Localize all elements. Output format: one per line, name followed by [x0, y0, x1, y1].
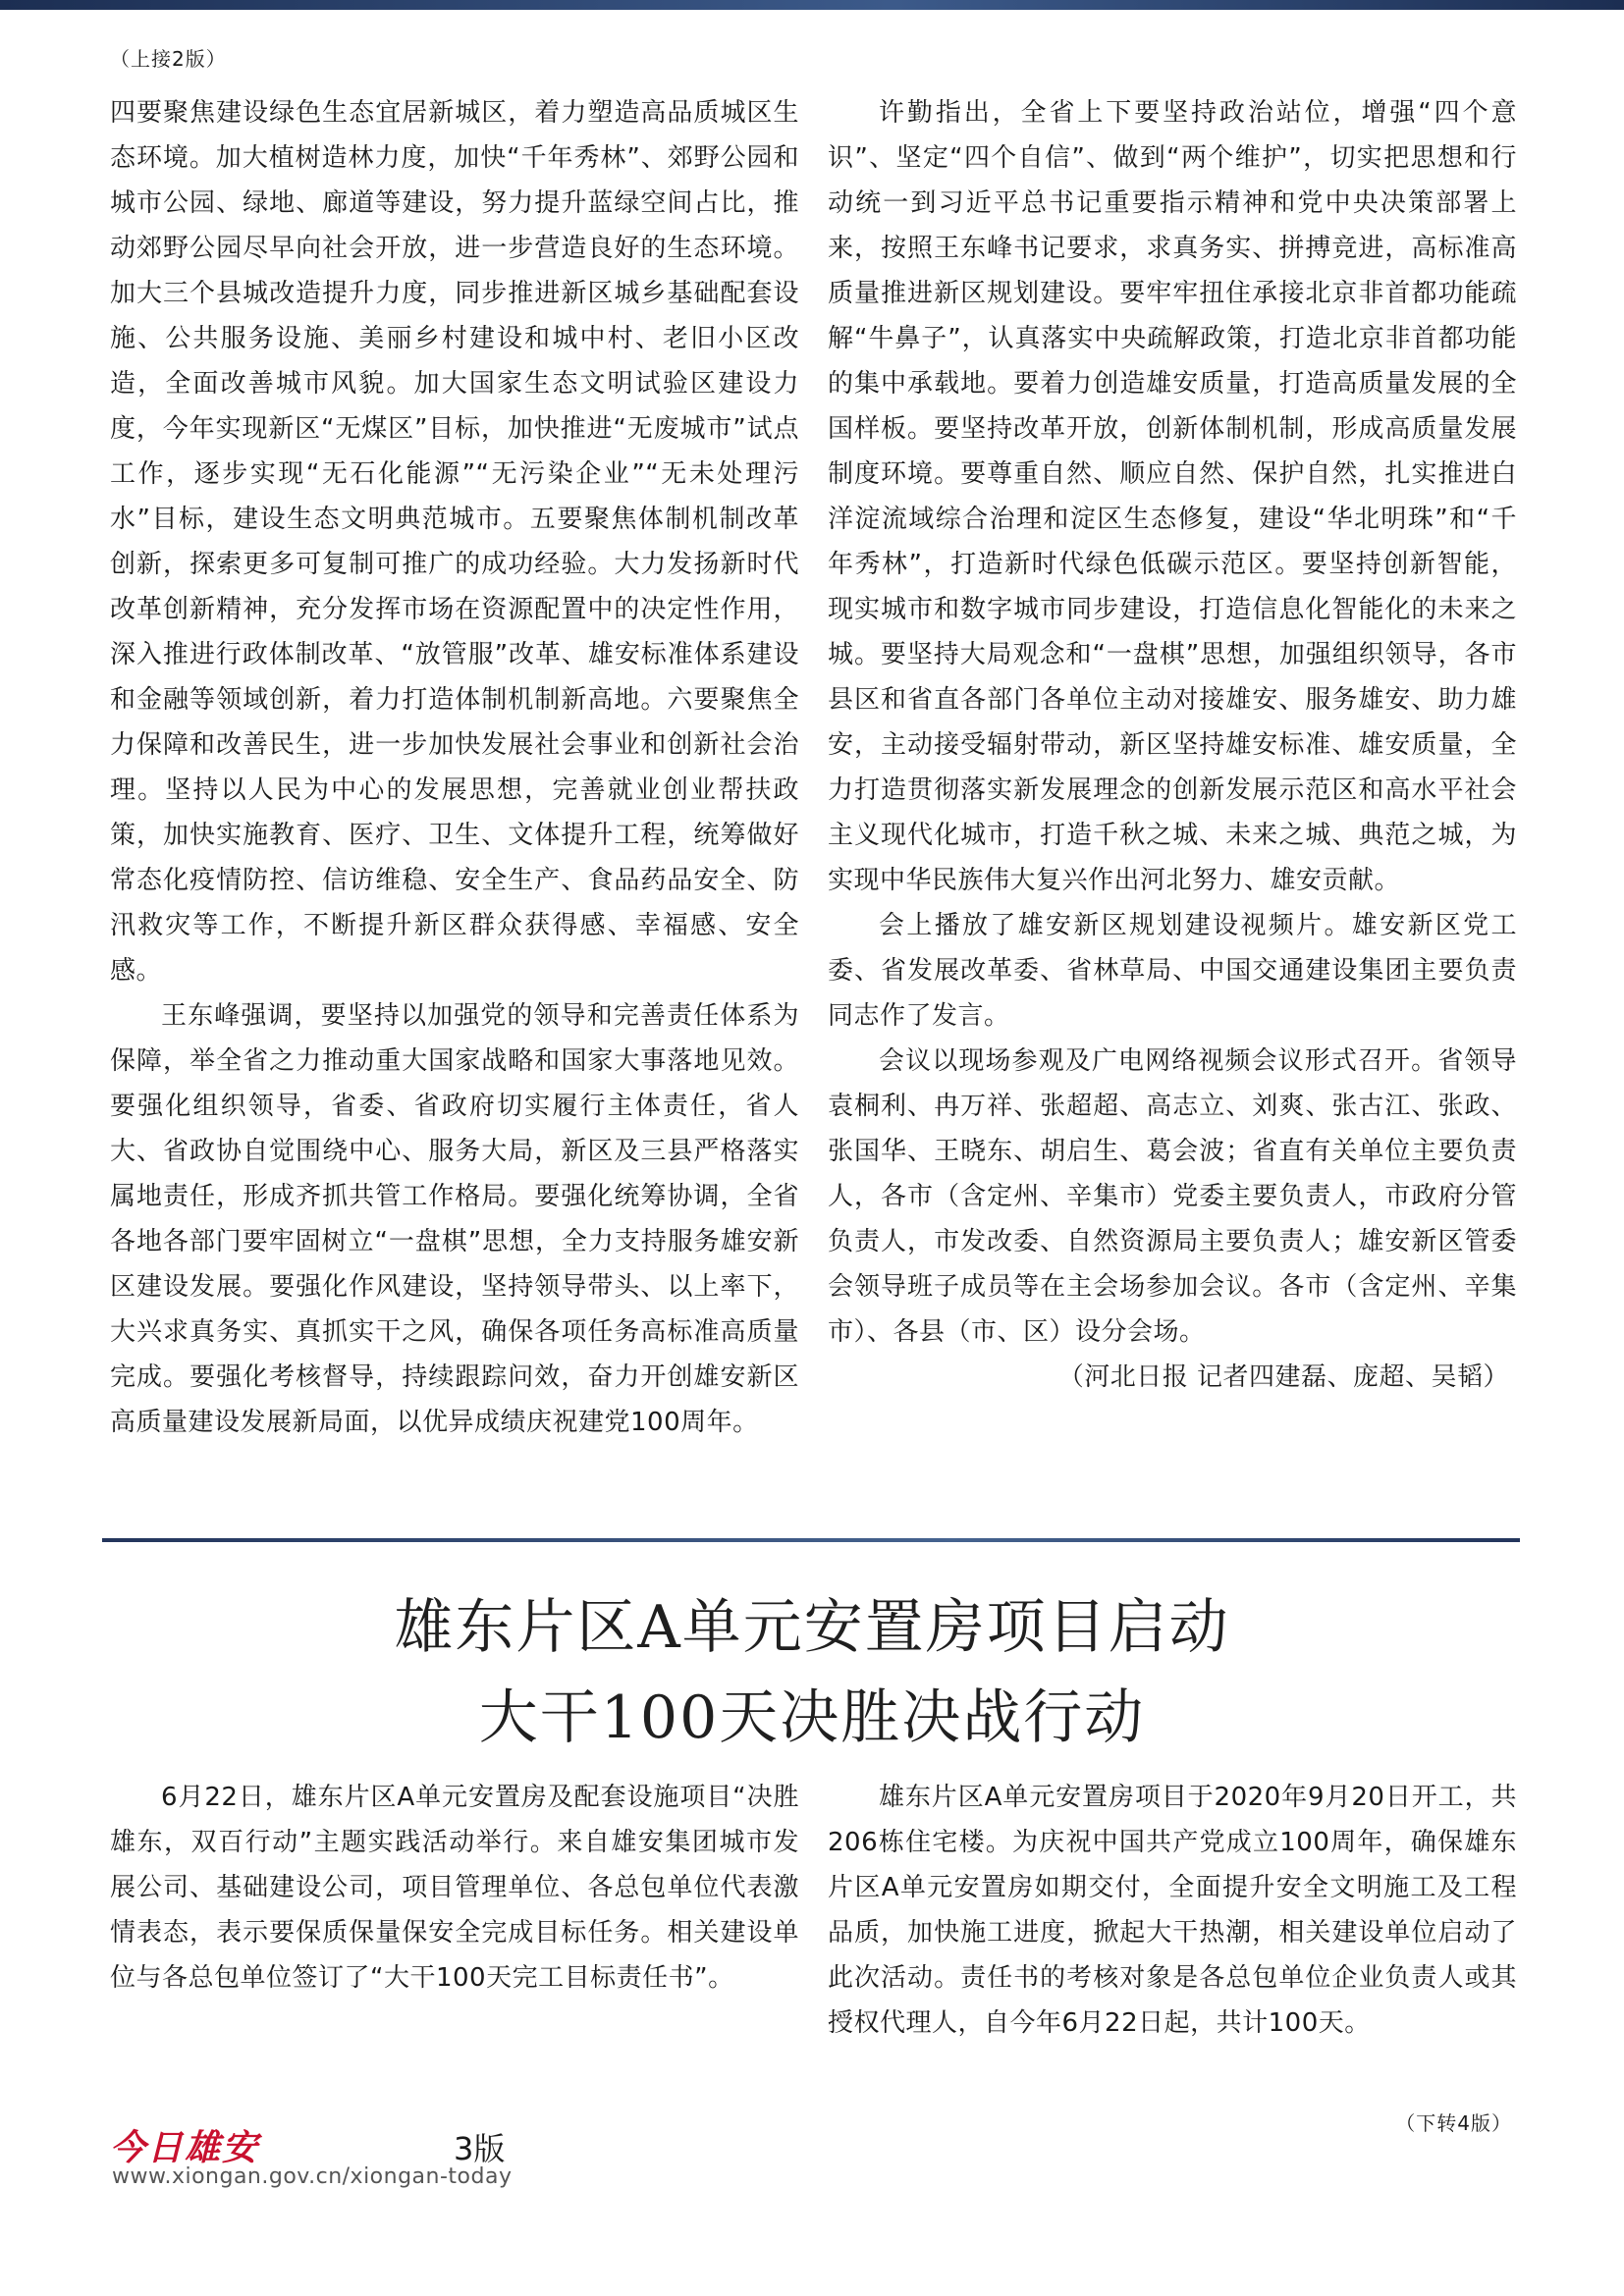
article2-headline-line-1: 雄东片区A单元安置房项目启动	[394, 1593, 1230, 1662]
top-header-bar	[0, 0, 1624, 10]
article1-right-para-1: 许勤指出，全省上下要坚持政治站位，增强“四个意识”、坚定“四个自信”、做到“两个维护”，切实把思想和行动统一到习近平总书记重要指示精神和党中央决策部署上来，按照王东峰书记要求，求真务实、拼搏竞进，高标准高质量推进新区规划建设。要牢牢扭住承接北京非首都功能疏解“牛鼻子”，认真落实中央疏解政策，打造北京非首都功能的集中承载地。要着力创造雄安质量，打造高质量发展的全国样板。要坚持改革开放，创新体制机制，形成高质量发展制度环境。要尊重自然、顺应自然、保护自然，扎实推进白洋淀流域综合治理和淀区生态修复，建设“华北明珠”和“千年秀林”，打造新时代绿色低碳示范区。要坚持创新智能，现实城市和数字城市同步建设，打造信息化智能化的未来之城。要坚持大局观念和“一盘棋”思想，加强组织领导，各市县区和省直各部门各单位主动对接雄安、服务雄安、助力雄安，主动接受辐射带动，新区坚持雄安标准、雄安质量，全力打造贯彻落实新发展理念的创新发展示范区和高水平社会主义现代化城市，打造千秋之城、未来之城、典范之城，为实现中华民族伟大复兴作出河北努力、雄安贡献。	[828, 98, 1517, 895]
article2-headline-line-2: 大干100天决胜决战行动	[478, 1683, 1146, 1752]
article2-right-column	[828, 1775, 1517, 2046]
section-divider	[102, 1538, 1520, 1542]
article1-right-para-3: 会议以现场参观及广电网络视频会议形式召开。省领导袁桐利、冉万祥、张超超、高志立、刘爽、张古江、张政、张国华、王晓东、胡启生、葛会波；省直有关单位主要负责人，各市（含定州、辛集市）党委主要负责人，市政府分管负责人，市发改委、自然资源局主要负责人；雄安新区管委会领导班子成员等在主会场参加会议。各市（含定州、辛集市）、各县（市、区）设分会场。	[828, 1046, 1517, 1347]
article1-left-column	[110, 90, 799, 1445]
article1-left-para-1: 四要聚焦建设绿色生态宜居新城区，着力塑造高品质城区生态环境。加大植树造林力度，加快“千年秀林”、郊野公园和城市公园、绿地、廊道等建设，努力提升蓝绿空间占比，推动郊野公园尽早向社会开放，进一步营造良好的生态环境。加大三个县城改造提升力度，同步推进新区城乡基础配套设施、公共服务设施、美丽乡村建设和城中村、老旧小区改造，全面改善城市风貌。加大国家生态文明试验区建设力度，今年实现新区“无煤区”目标，加快推进“无废城市”试点工作，逐步实现“无石化能源”“无污染企业”“无未处理污水”目标，建设生态文明典范城市。五要聚焦体制机制改革创新，探索更多可复制可推广的成功经验。大力发扬新时代改革创新精神，充分发挥市场在资源配置中的决定性作用，深入推进行政体制改革、“放管服”改革、雄安标准体系建设和金融等领域创新，着力打造体制机制新高地。六要聚焦全力保障和改善民生，进一步加快发展社会事业和创新社会治理。坚持以人民为中心的发展思想，完善就业创业帮扶政策，加快实施教育、医疗、卫生、文体提升工程，统筹做好常态化疫情防控、信访维稳、安全生产、食品药品安全、防汛救灾等工作，不断提升新区群众获得感、幸福感、安全感。	[110, 98, 799, 986]
continued-to-note: （下转4版）	[1395, 2111, 1512, 2135]
article2-right-para-1: 雄东片区A单元安置房项目于2020年9月20日开工，共206栋住宅楼。为庆祝中国共产党成立100周年，确保雄东片区A单元安置房如期交付，全面提升安全文明施工及工程品质，加快施工进度，掀起大干热潮，相关建设单位启动了此次活动。责任书的考核对象是各总包单位企业负责人或其授权代理人，自今年6月22日起，共计100天。	[828, 1783, 1517, 2038]
article1-byline: （河北日报 记者四建磊、庞超、吴韬）	[1057, 1362, 1509, 1392]
article1-left-para-2: 王东峰强调，要坚持以加强党的领导和完善责任体系为保障，举全省之力推动重大国家战略和国家大事落地见效。要强化组织领导，省委、省政府切实履行主体责任，省人大、省政协自觉围绕中心、服务大局，新区及三县严格落实属地责任，形成齐抓共管工作格局。要强化统筹协调，全省各地各部门要牢固树立“一盘棋”思想，全力支持服务雄安新区建设发展。要强化作风建设，坚持领导带头、以上率下，大兴求真务实、真抓实干之风，确保各项任务高标准高质量完成。要强化考核督导，持续跟踪问效，奋力开创雄安新区高质量建设发展新局面，以优异成绩庆祝建党100周年。	[110, 1001, 799, 1437]
page-number: 3版	[454, 2130, 506, 2167]
continued-from-note: （上接2版）	[110, 47, 227, 71]
article2-left-column	[110, 1775, 799, 2001]
article1-right-para-2: 会上播放了雄安新区规划建设视频片。雄安新区党工委、省发展改革委、省林草局、中国交通建设集团主要负责同志作了发言。	[828, 911, 1517, 1031]
footer-url-link[interactable]: www.xiongan.gov.cn/xiongan-today	[112, 2164, 513, 2189]
article2-headline	[0, 1582, 1624, 1763]
publication-logo: 今日雄安	[110, 2127, 260, 2168]
article1-right-column	[828, 90, 1517, 1400]
article2-left-para-1: 6月22日，雄东片区A单元安置房及配套设施项目“决胜雄东，双百行动”主题实践活动举行。来自雄安集团城市发展公司、基础建设公司，项目管理单位、各总包单位代表激情表态，表示要保质保量保安全完成目标任务。相关建设单位与各总包单位签订了“大干100天完工目标责任书”。	[110, 1783, 799, 1993]
